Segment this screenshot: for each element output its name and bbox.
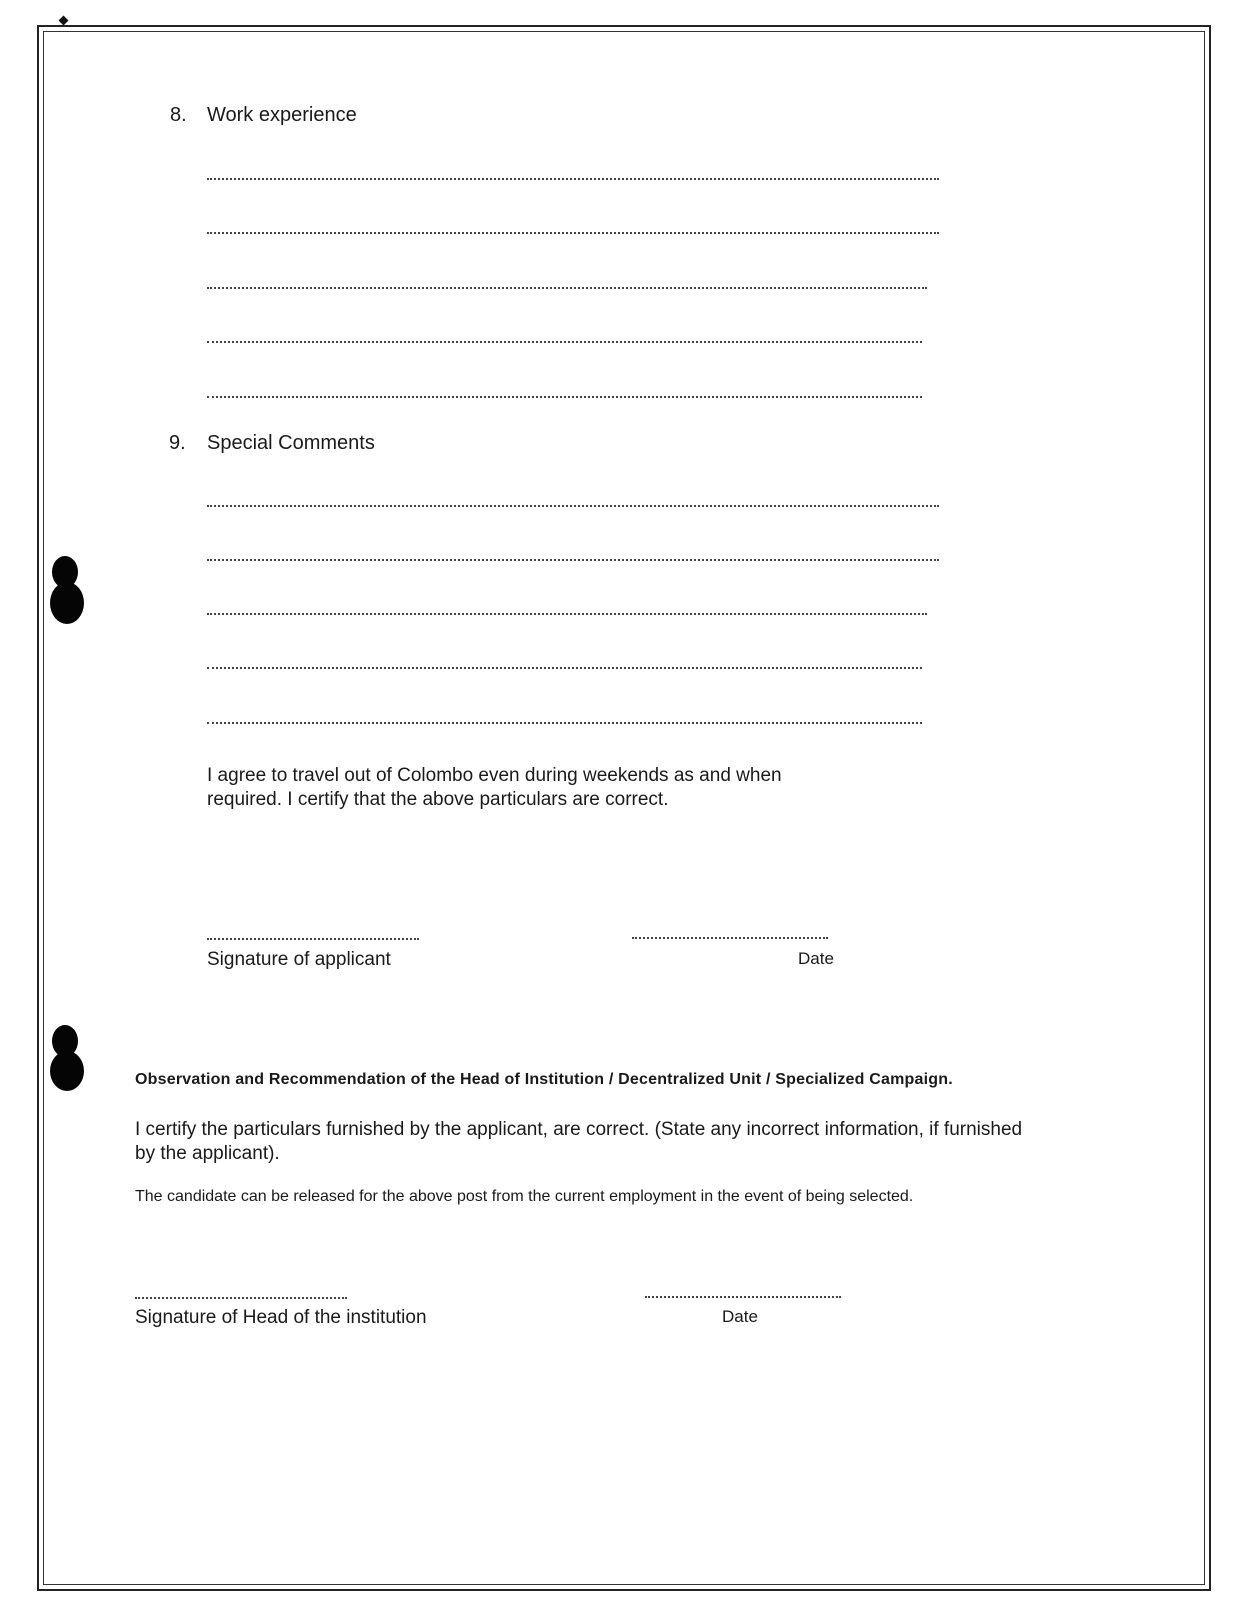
punch-hole-lower — [50, 1025, 84, 1095]
special-comments-line-5[interactable] — [207, 722, 922, 724]
special-comments-line-4[interactable] — [207, 667, 922, 669]
section-9-title: Special Comments — [207, 432, 375, 454]
work-experience-line-5[interactable] — [207, 396, 922, 398]
head-signature-label: Signature of Head of the institution — [135, 1307, 427, 1328]
corner-mark — [59, 16, 69, 26]
applicant-signature-label: Signature of applicant — [207, 949, 391, 970]
head-date-line[interactable] — [645, 1296, 841, 1298]
applicant-signature-line[interactable] — [207, 938, 419, 940]
applicant-date-line[interactable] — [632, 937, 828, 939]
applicant-date-label: Date — [798, 949, 834, 968]
head-release-text: The candidate can be released for the above post from the current employment in the event of being selected. — [135, 1188, 914, 1205]
head-date-label: Date — [722, 1307, 758, 1326]
head-certify-text: I certify the particulars furnished by the applicant, are correct. (State any incorrect information, if furnished by the applicant). — [135, 1119, 1023, 1164]
special-comments-line-2[interactable] — [207, 559, 939, 561]
section-8-number: 8. — [170, 104, 187, 126]
work-experience-line-2[interactable] — [207, 232, 939, 234]
head-signature-line[interactable] — [135, 1297, 347, 1299]
section-8-title: Work experience — [207, 104, 357, 126]
work-experience-line-4[interactable] — [207, 341, 922, 343]
punch-hole-upper — [50, 556, 84, 626]
special-comments-line-3[interactable] — [207, 613, 927, 615]
special-comments-line-1[interactable] — [207, 505, 939, 507]
work-experience-line-3[interactable] — [207, 287, 927, 289]
section-9-number: 9. — [169, 432, 186, 454]
work-experience-line-1[interactable] — [207, 178, 939, 180]
declaration-text: I agree to travel out of Colombo even during weekends as and when required. I certify that the above particulars are correct. — [207, 765, 782, 810]
head-section-heading: Observation and Recommendation of the Head of Institution / Decentralized Unit / Specialized Campaign. — [135, 1071, 953, 1088]
